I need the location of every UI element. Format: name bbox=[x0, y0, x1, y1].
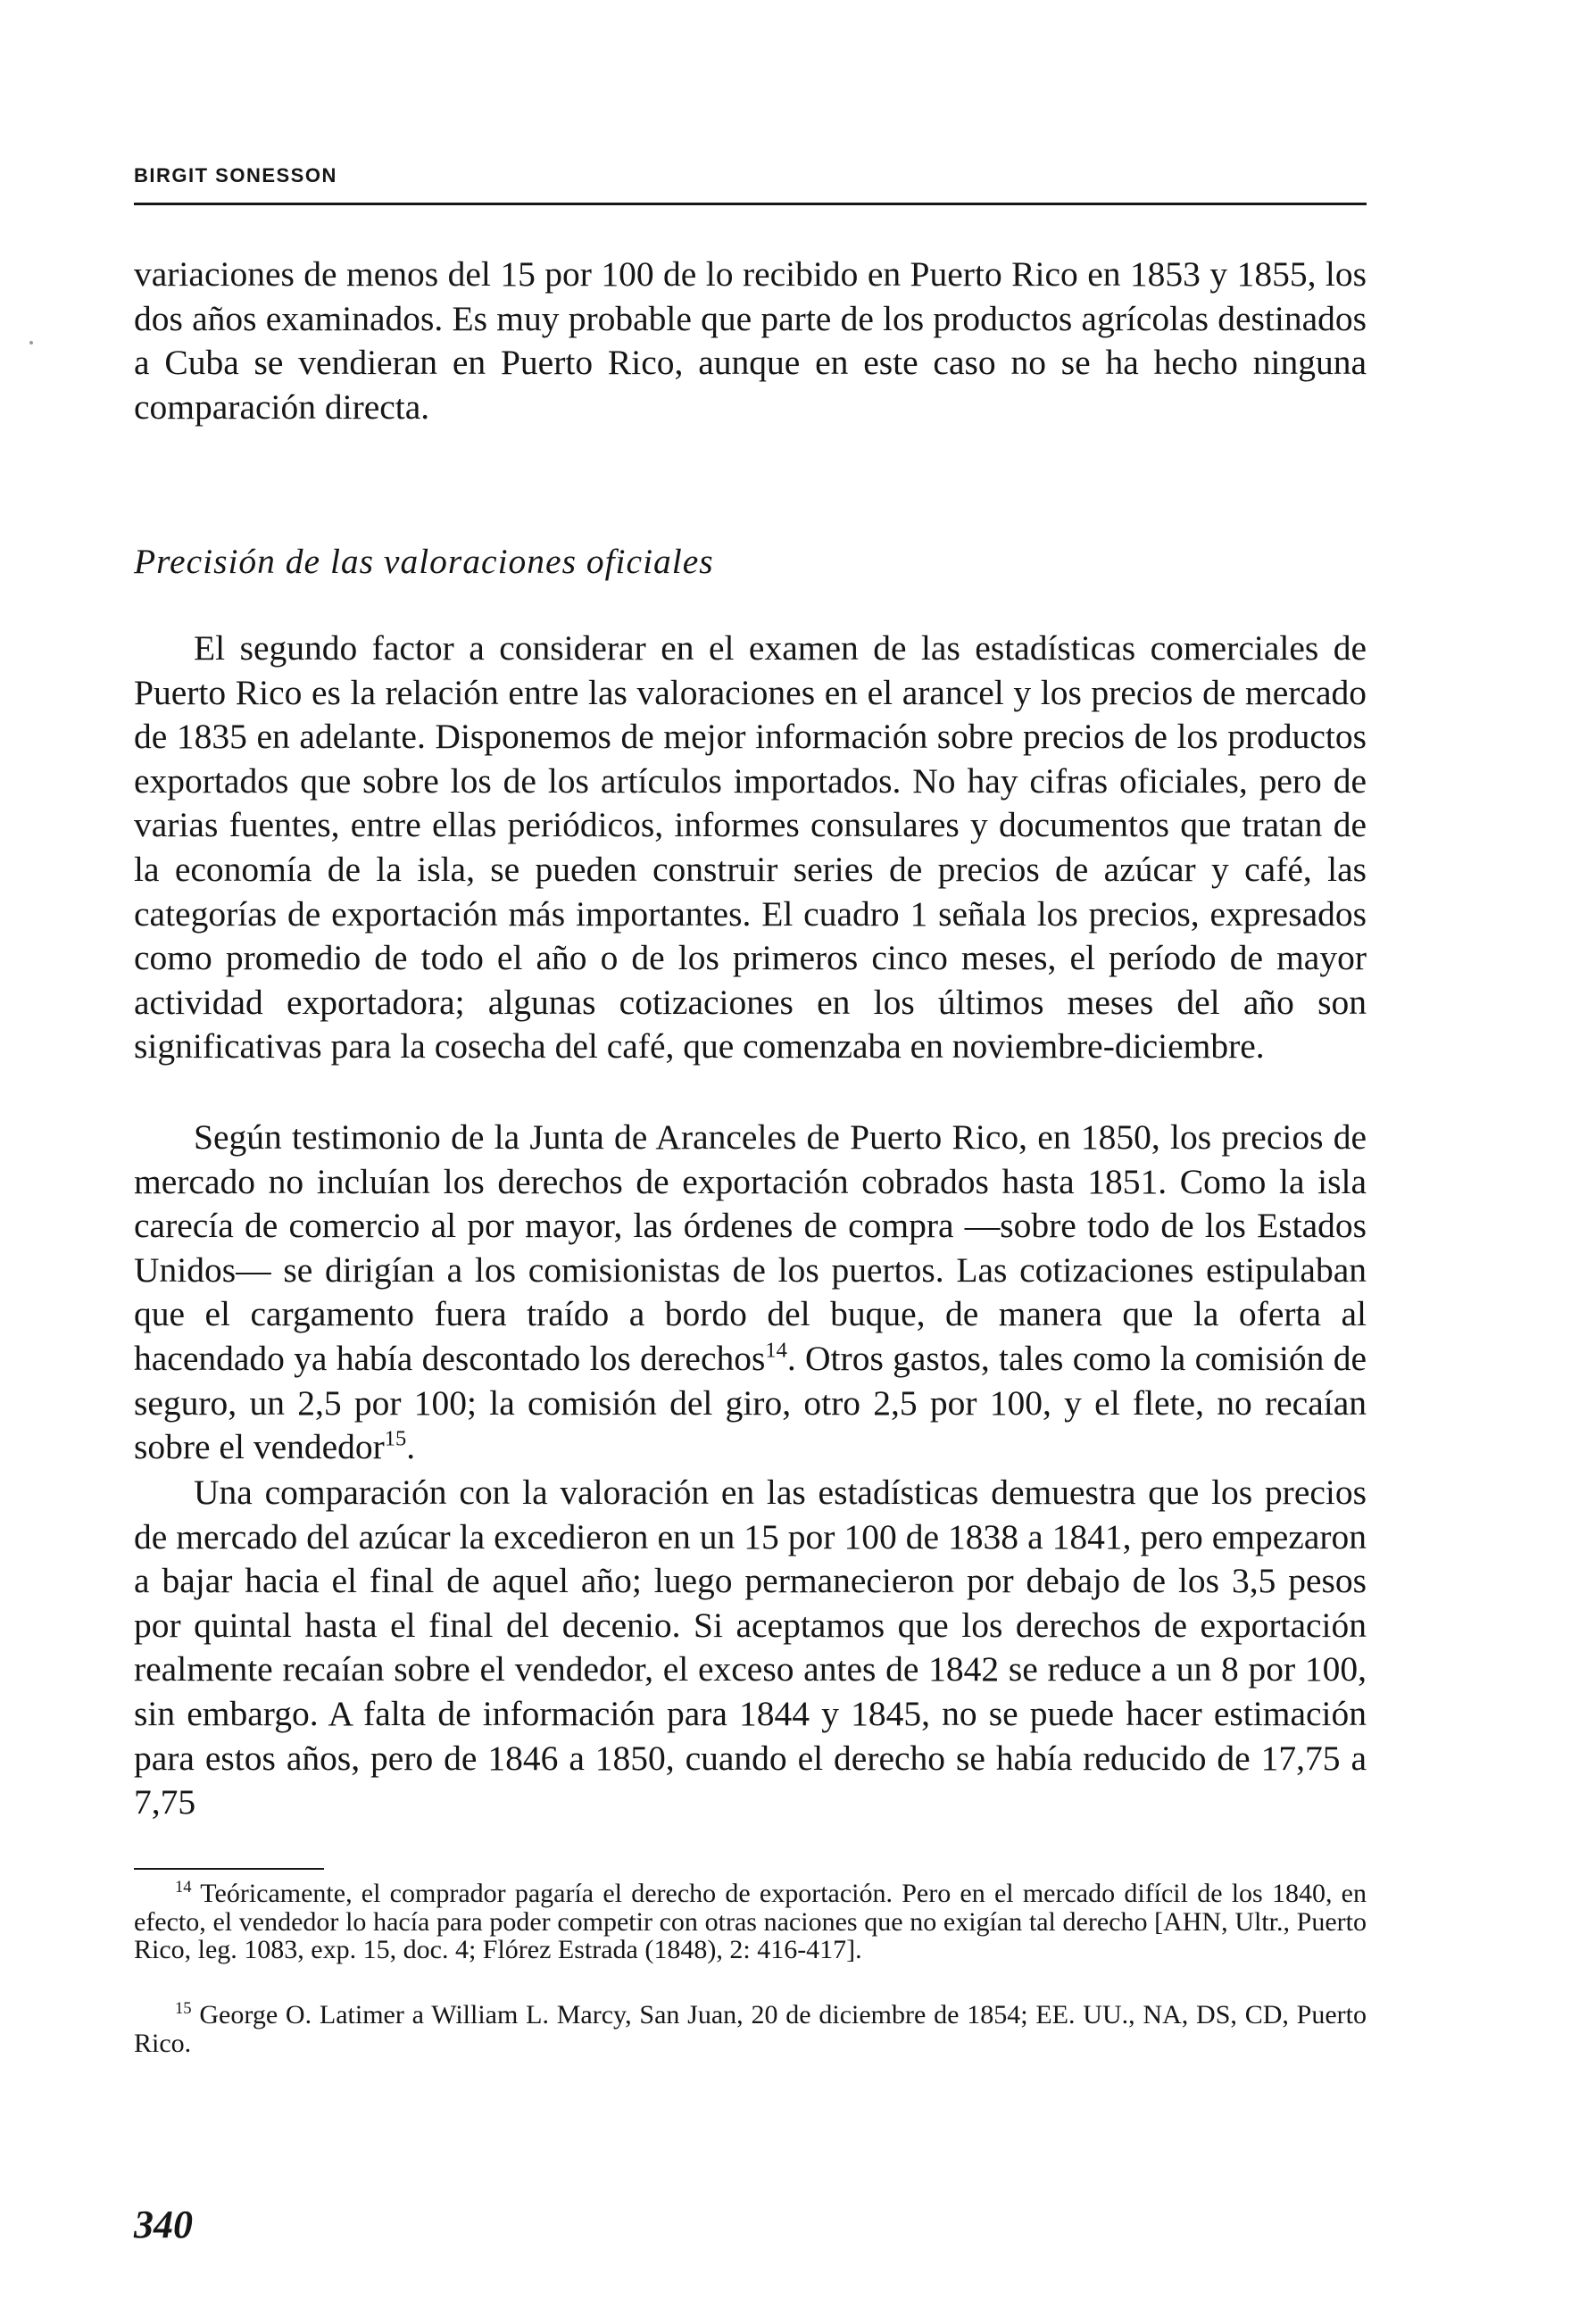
paragraph-comparacion: Una comparación con la valoración en las estadísticas demuestra que los precios de mercado del azúcar la excedieron en un 15 por 100 de 1838 a 1841, pero empezaron a bajar hacia el final de aquel año; luego permanecieron por debajo de los 3,5 pesos por quintal hasta el final del decenio. Si aceptamos que los derechos de exportación realmente recaían sobre el vendedor, el exceso antes de 1842 se reduce a un 8 por 100, sin embargo. A falta de información para 1844 y 1845, no se puede hacer estimación para estos años, pero de 1846 a 1850, cuando el derecho se había reducido de 17,75 a 7,75 bbox=[134, 1473, 1367, 1822]
footnote-text: Teóricamente, el comprador pagaría el derecho de exportación. Pero en el mercado difícil de los 1840, en efecto, el vendedor lo hacía para poder competir con otras naciones que no exigían tal derecho [AHN, Ultr., Puerto Rico, leg. 1083, exp. 15, doc. 4; Flórez Estrada (1848), 2: 416-417]. bbox=[134, 1879, 1367, 1964]
running-head-author: BIRGIT SONESSON bbox=[134, 164, 337, 187]
paragraph-text: Según testimonio de la Junta de Aranceles de Puerto Rico, en 1850, los precios de mercado no incluían los derechos de exportación cobrados hasta 1851. Como la isla carecía de comercio al por mayor, las órdenes de compra —sobre todo de los Estados Unidos— se dirigían a los comisionistas de los puertos. Las cotizaciones estipulaban que el cargamento fuera traído a bordo del buque, de manera que la oferta al hacendado ya había descontado los derechos bbox=[134, 1117, 1367, 1378]
footnote-ref-14[interactable]: 14 bbox=[765, 1338, 787, 1363]
section-heading: Precisión de las valoraciones oficiales bbox=[134, 542, 714, 581]
footnote-15 bbox=[134, 1998, 1367, 2058]
paragraph-text: . Otros gastos, tales como la comisión de seguro, un 2,5 por 100; la comisión del giro, otro 2,5 por 100, y el flete, no recaían sobre el vendedor bbox=[134, 1338, 1367, 1467]
page-number: 340 bbox=[134, 2203, 193, 2246]
paragraph-continuation: variaciones de menos del 15 por 100 de lo recibido en Puerto Rico en 1853 y 1855, los dos años examinados. Es muy probable que parte de los productos agrícolas destinados a Cuba se vendieran en Puerto Rico, aunque en este caso no se ha hecho ninguna comparación directa. bbox=[134, 254, 1367, 427]
footnote-14 bbox=[134, 1877, 1367, 1964]
footnote-number: 15 bbox=[175, 1998, 192, 2018]
header-rule bbox=[134, 203, 1367, 205]
footnote-ref-15[interactable]: 15 bbox=[384, 1426, 407, 1451]
footnote-rule bbox=[134, 1868, 324, 1870]
paragraph-junta-aranceles bbox=[134, 1116, 1367, 1470]
footnote-number: 14 bbox=[175, 1877, 192, 1897]
scan-speck bbox=[29, 341, 33, 344]
paragraph-text: . bbox=[406, 1427, 416, 1467]
footnote-text: George O. Latimer a William L. Marcy, San Juan, 20 de diciembre de 1854; EE. UU., NA, DS, CD, Puerto Rico. bbox=[134, 2000, 1367, 2058]
paragraph-segundo-factor: El segundo factor a considerar en el examen de las estadísticas comerciales de Puerto Rico es la relación entre las valoraciones en el arancel y los precios de mercado de 1835 en adelante. Disponemos de mejor información sobre precios de los productos exportados que sobre los de los artículos importados. No hay cifras oficiales, pero de varias fuentes, entre ellas periódicos, informes consulares y documentos que tratan de la economía de la isla, se pueden construir series de precios de azúcar y café, las categorías de exportación más importantes. El cuadro 1 señala los precios, expresados como promedio de todo el año o de los primeros cinco meses, el período de mayor actividad exportadora; algunas cotizaciones en los últimos meses del año son significativas para la cosecha del café, que comenzaba en noviembre-diciembre. bbox=[134, 628, 1367, 1067]
